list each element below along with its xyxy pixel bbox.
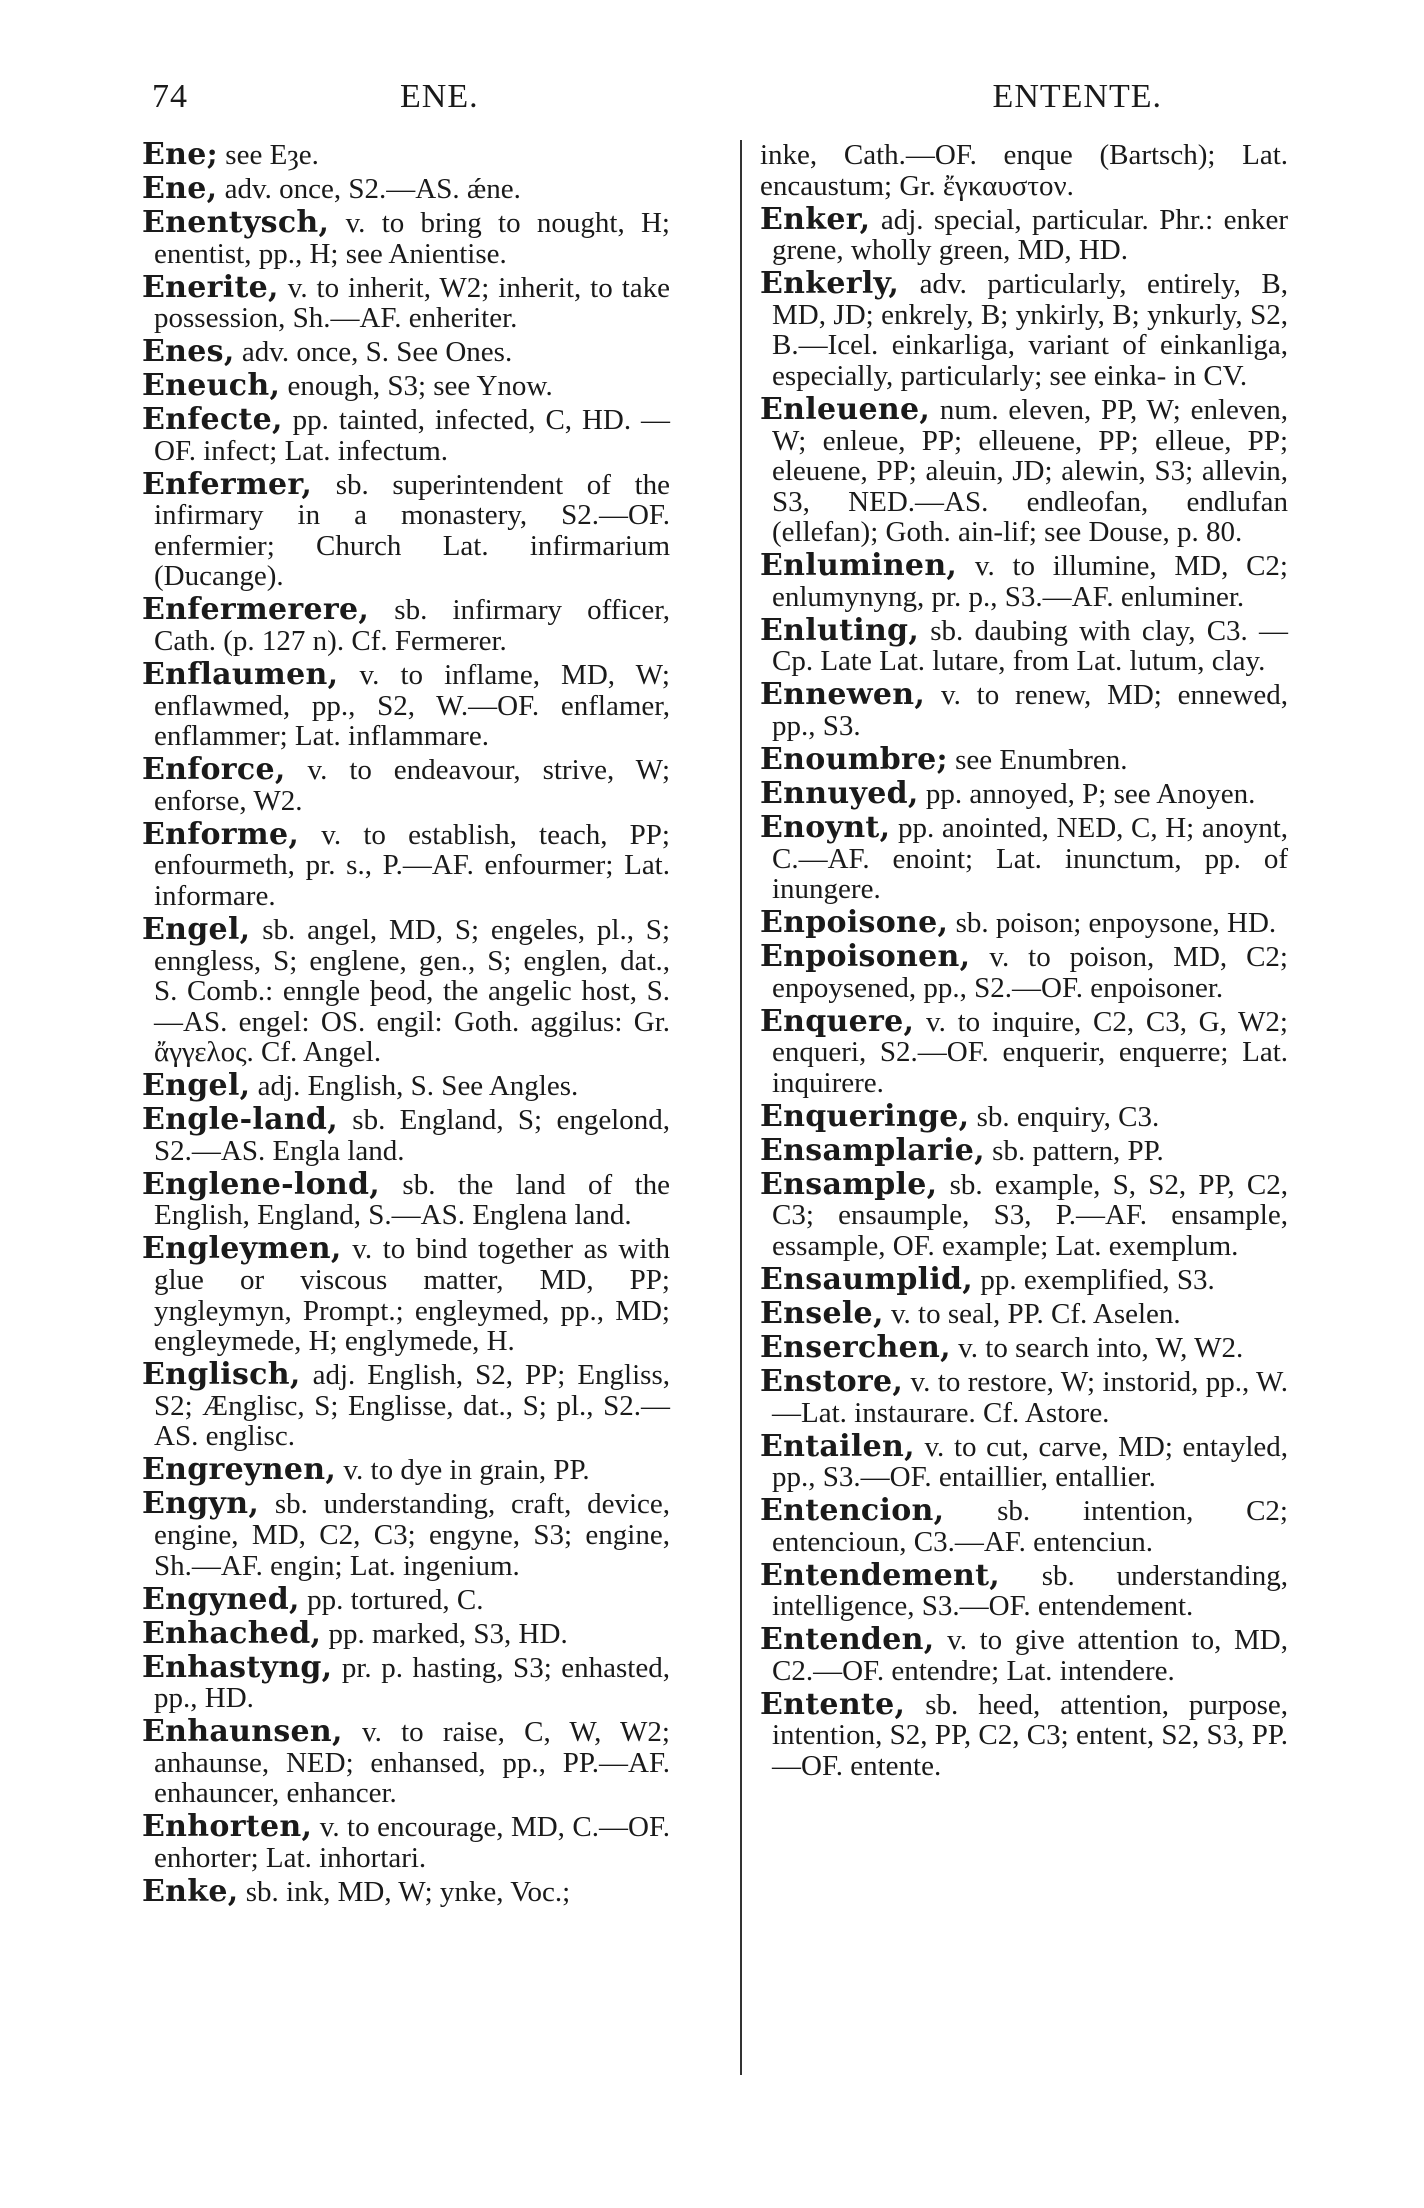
entry-headword: Entente, <box>760 1686 906 1722</box>
entry-definition: v. to bind together as with glue or viscous matter, MD, PP; yngleymyn, Prompt.; engleymed, pp., MD; engleymede, H; englymede, H. <box>154 1233 670 1358</box>
entry-headword: Enfecte, <box>142 402 283 438</box>
entry-headword: Engyned, <box>142 1581 300 1617</box>
dictionary-entry <box>760 548 1288 613</box>
dictionary-entry <box>760 1296 1288 1332</box>
entry-definition: adv. once, S2.—AS. ǽne. <box>217 172 521 205</box>
dictionary-entry <box>142 1615 670 1651</box>
entry-definition: v. to cut, carve, MD; entayled, pp., S3.—OF. entaillier, entallier. <box>772 1430 1288 1494</box>
entry-definition: v. to seal, PP. Cf. Aselen. <box>883 1298 1181 1331</box>
entry-headword: Enstore, <box>760 1363 904 1399</box>
dictionary-entry <box>760 1557 1288 1623</box>
dictionary-entry <box>142 1873 670 1909</box>
entry-headword: Enfermer, <box>142 466 313 502</box>
entry-definition: sb. understanding, craft, device, engine, MD, C2, C3; engyne, S3; engine, Sh.—AF. engin; Lat. ingenium. <box>154 1488 670 1582</box>
entry-definition: v. to poison, MD, C2; enpoysened, pp., S2.—OF. enpoisoner. <box>772 941 1288 1004</box>
entry-definition: pp. marked, S3, HD. <box>321 1617 568 1650</box>
dictionary-entry <box>142 592 670 658</box>
dictionary-entry <box>760 1166 1288 1263</box>
right-column <box>760 140 1288 1785</box>
entry-headword: Enpoisonen, <box>760 939 971 975</box>
dictionary-entry <box>142 170 670 206</box>
entry-definition: v. to raise, C, W, W2; anhaunse, NED; enhansed, pp., PP.—AF. enhauncer, enhancer. <box>154 1716 670 1810</box>
entry-headword: Englisch, <box>142 1357 301 1393</box>
entry-headword: Entencion, <box>760 1493 945 1529</box>
entry-definition: num. eleven, PP, W; enleven, W; enleue, PP; elleuene, PP; elleue, PP; eleuene, PP; aleuin, JD; alewin, S3; allevin, S3, NED.—AS. endleofan, endlufan (ellefan); Goth. ain-lif; see Douse, p. 80. <box>772 393 1288 549</box>
entry-definition: v. to dye in grain, PP. <box>336 1454 590 1487</box>
entry-headword: Enhorten, <box>142 1809 313 1845</box>
entry-headword: Enforce, <box>142 752 286 788</box>
left-guide-word: ENE. <box>400 78 479 115</box>
entry-definition: sb. example, S, S2, PP, C2, C3; ensaumple, S3, P.—AF. ensample, essample, OF. example; Lat. exemplum. <box>772 1168 1288 1263</box>
entry-headword: Enhached, <box>142 1615 322 1651</box>
dictionary-entry <box>142 466 670 593</box>
dictionary-entry <box>760 266 1288 392</box>
entry-headword: Enqueringe, <box>760 1098 970 1134</box>
entry-headword: Eneuch, <box>142 368 281 404</box>
dictionary-entry <box>760 391 1288 549</box>
entry-definition: v. to inflame, MD, W; enflawmed, pp., S2, W.—OF. enflamer, enflammer; Lat. inflammare. <box>154 659 670 753</box>
entry-headword: Engyn, <box>142 1486 260 1522</box>
entry-headword: Enhastyng, <box>142 1649 333 1685</box>
entry-definition: pr. p. hasting, S3; enhasted, pp., HD. <box>154 1651 670 1715</box>
dictionary-entry <box>760 809 1288 906</box>
entry-definition: sb. heed, attention, purpose, intention, S2, PP, C2, C3; entent, S2, S3, PP.—OF. entente. <box>772 1688 1288 1783</box>
entry-definition: sb. understanding, intelligence, S3.—OF. entendement. <box>772 1559 1288 1623</box>
entry-definition: v. to encourage, MD, C.—OF. enhorter; Lat. inhortari. <box>154 1811 670 1874</box>
entry-definition: enough, S3; see Ynow. <box>280 370 553 403</box>
dictionary-entry <box>760 140 1288 201</box>
entry-definition: pp. tainted, infected, C, HD. —OF. infect; Lat. infectum. <box>154 404 670 467</box>
dictionary-entry <box>760 1098 1288 1134</box>
dictionary-entry <box>760 939 1288 1004</box>
dictionary-entry <box>142 1102 670 1167</box>
running-header <box>152 78 1162 128</box>
entry-definition: sb. enquiry, C3. <box>969 1100 1160 1133</box>
entry-definition: v. to give attention to, MD, C2.—OF. entendre; Lat. intendere. <box>772 1624 1288 1687</box>
entry-headword: Enkerly, <box>760 266 900 302</box>
dictionary-entry <box>760 1363 1288 1429</box>
entry-headword: Enker, <box>760 201 871 237</box>
entry-headword: Enoumbre; <box>760 742 948 778</box>
dictionary-entry <box>142 816 670 912</box>
entry-headword: Enhaunsen, <box>142 1714 343 1750</box>
entry-headword: Engle-land, <box>142 1102 338 1138</box>
dictionary-entry <box>760 1132 1288 1168</box>
entry-headword: Enfermerere, <box>142 592 370 628</box>
dictionary-entry <box>760 1003 1288 1099</box>
dictionary-entry <box>760 742 1288 778</box>
right-guide-word: ENTENTE. <box>992 78 1162 115</box>
entry-definition: pp. exemplified, S3. <box>973 1264 1215 1297</box>
entry-definition: v. to inquire, C2, C3, G, W2; enqueri, S2.—OF. enquerir, enquerre; Lat. inquirere. <box>772 1005 1288 1099</box>
dictionary-entry <box>142 137 670 172</box>
entry-headword: Ennewen, <box>760 677 926 713</box>
entry-definition: adv. particularly, entirely, B, MD, JD; enkrely, B; ynkirly, B; ynkurly, S2, B.—Icel. einkarliga, variant of einkanliga, especially, particularly; see einka- in CV. <box>772 268 1288 392</box>
entry-headword: Ene; <box>142 137 219 172</box>
entry-definition: adj. English, S2, PP; Engliss, S2; Ænglisc, S; Englisse, dat., S; pl., S2.—AS. englisc. <box>154 1359 670 1453</box>
dictionary-entry <box>760 1428 1288 1494</box>
entry-headword: Ensaumplid, <box>760 1262 974 1298</box>
dictionary-entry <box>142 1357 670 1453</box>
entry-headword: Ennuyed, <box>760 776 919 811</box>
entry-headword: Entendement, <box>760 1557 1001 1593</box>
dictionary-entry <box>142 204 670 270</box>
entry-definition: v. to illumine, MD, C2; enlumynyng, pr. p., S3.—AF. enluminer. <box>772 550 1288 613</box>
dictionary-entry <box>760 1493 1288 1558</box>
entry-definition: v. to bring to nought, H; enentist, pp., H; see Anientise. <box>154 206 670 270</box>
entry-definition: sb. superintendent of the infirmary in a monastery, S2.—OF. enfermier; Church Lat. infirmarium (Ducange). <box>154 468 670 593</box>
dictionary-entry <box>760 201 1288 267</box>
dictionary-entry <box>142 1649 670 1715</box>
entry-definition: sb. intention, C2; entencioun, C3.—AF. entenciun. <box>772 1495 1288 1558</box>
left-column <box>142 137 670 1911</box>
entry-definition: adj. special, particular. Phr.: enker grene, wholly green, MD, HD. <box>772 203 1288 267</box>
dictionary-entry <box>142 1809 670 1874</box>
entry-definition: see Enumbren. <box>947 744 1128 777</box>
dictionary-entry <box>142 402 670 467</box>
entry-headword: Ensele, <box>760 1296 884 1332</box>
entry-headword: Enpoisone, <box>760 905 949 941</box>
entry-headword: Enquere, <box>760 1003 915 1039</box>
dictionary-entry <box>142 657 670 753</box>
entry-definition: sb. pattern, PP. <box>984 1134 1164 1167</box>
entry-headword: Engel, <box>142 911 251 947</box>
dictionary-entry <box>760 612 1288 678</box>
dictionary-entry <box>760 1622 1288 1687</box>
dictionary-entry <box>760 677 1288 743</box>
entry-headword: Engleymen, <box>142 1231 342 1267</box>
entry-headword: Engel, <box>142 1068 251 1104</box>
entry-headword: Enke, <box>142 1873 239 1909</box>
entry-definition: sb. ink, MD, W; ynke, Voc.; <box>238 1875 571 1908</box>
entry-definition: pp. anointed, NED, C, H; anoynt, C.—AF. enoint; Lat. inunctum, pp. of inungere. <box>772 811 1288 906</box>
dictionary-entry <box>142 1166 670 1232</box>
page-number: 74 <box>152 78 188 115</box>
entry-definition: v. to renew, MD; ennewed, pp., S3. <box>772 679 1288 743</box>
entry-headword: Ensamplarie, <box>760 1132 985 1168</box>
entry-headword: Enentysch, <box>142 204 330 240</box>
entry-headword: Enluminen, <box>760 548 958 584</box>
entry-headword: Entailen, <box>760 1428 915 1464</box>
dictionary-entry <box>142 1068 670 1104</box>
dictionary-entry <box>142 1714 670 1810</box>
entry-definition: v. to establish, teach, PP; enfourmeth, pr. s., P.—AF. enfourmer; Lat. informare. <box>154 818 670 912</box>
entry-definition: inke, Cath.—OF. enque (Bartsch); Lat. encaustum; Gr. ἔγκαυστον. <box>760 139 1288 202</box>
dictionary-entry <box>142 269 670 335</box>
entry-headword: Enflaumen, <box>142 657 339 693</box>
entry-definition: v. to restore, W; instorid, pp., W.—Lat. instaurare. Cf. Astore. <box>772 1365 1288 1429</box>
dictionary-entry <box>142 334 670 370</box>
entry-headword: Enes, <box>142 334 235 370</box>
entry-headword: Enserchen, <box>760 1330 951 1365</box>
entry-definition: sb. poison; enpoysone, HD. <box>948 907 1277 940</box>
dictionary-entry <box>142 1486 670 1582</box>
entry-headword: Enleuene, <box>760 391 931 427</box>
entry-definition: sb. infirmary officer, Cath. (p. 127 n). Cf. Fermerer. <box>154 594 670 658</box>
entry-definition: v. to search into, W, W2. <box>950 1332 1244 1364</box>
entry-headword: Ensample, <box>760 1166 938 1202</box>
dictionary-entry <box>142 1231 670 1358</box>
dictionary-entry <box>142 1581 670 1617</box>
entry-headword: Ene, <box>142 170 218 206</box>
entry-definition: sb. daubing with clay, C3. —Cp. Late Lat. lutare, from Lat. lutum, clay. <box>772 614 1288 678</box>
dictionary-entry <box>760 1686 1288 1783</box>
entry-definition: sb. England, S; engelond, S2.—AS. Engla land. <box>154 1104 670 1167</box>
entry-definition: sb. the land of the English, England, S.—AS. Englena land. <box>154 1168 670 1232</box>
entry-definition: adj. English, S. See Angles. <box>250 1070 579 1103</box>
entry-definition: v. to endeavour, strive, W; enforse, W2. <box>154 754 670 817</box>
entry-headword: Enluting, <box>760 612 920 648</box>
entry-definition: v. to inherit, W2; inherit, to take possession, Sh.—AF. enheriter. <box>154 271 670 335</box>
entry-headword: Entenden, <box>760 1622 935 1658</box>
entry-headword: Enforme, <box>142 816 300 852</box>
entry-definition: pp. tortured, C. <box>299 1583 484 1616</box>
entry-definition: sb. angel, MD, S; engeles, pl., S; enngless, S; englene, gen., S; englen, dat., S. Comb.: enngle þeod, the angelic host, S.—AS. engel: OS. engil: Goth. aggilus: Gr. ἄγγελος. Cf. Angel. <box>154 913 670 1069</box>
dictionary-entry <box>142 1452 670 1488</box>
entry-headword: Enoynt, <box>760 809 891 845</box>
entry-definition: adv. once, S. See Ones. <box>234 336 513 369</box>
dictionary-entry <box>142 368 670 404</box>
entry-headword: Enerite, <box>142 269 279 305</box>
entry-definition: see Eȝe. <box>218 139 319 171</box>
dictionary-entry <box>760 776 1288 811</box>
dictionary-entry <box>142 911 670 1069</box>
entry-definition: pp. annoyed, P; see Anoyen. <box>918 778 1256 810</box>
dictionary-entry <box>760 1262 1288 1298</box>
column-divider <box>740 140 742 2075</box>
entry-headword: Englene-lond, <box>142 1166 381 1202</box>
entry-headword: Engreynen, <box>142 1452 337 1488</box>
dictionary-entry <box>142 752 670 817</box>
dictionary-entry <box>760 905 1288 941</box>
dictionary-entry <box>760 1330 1288 1365</box>
